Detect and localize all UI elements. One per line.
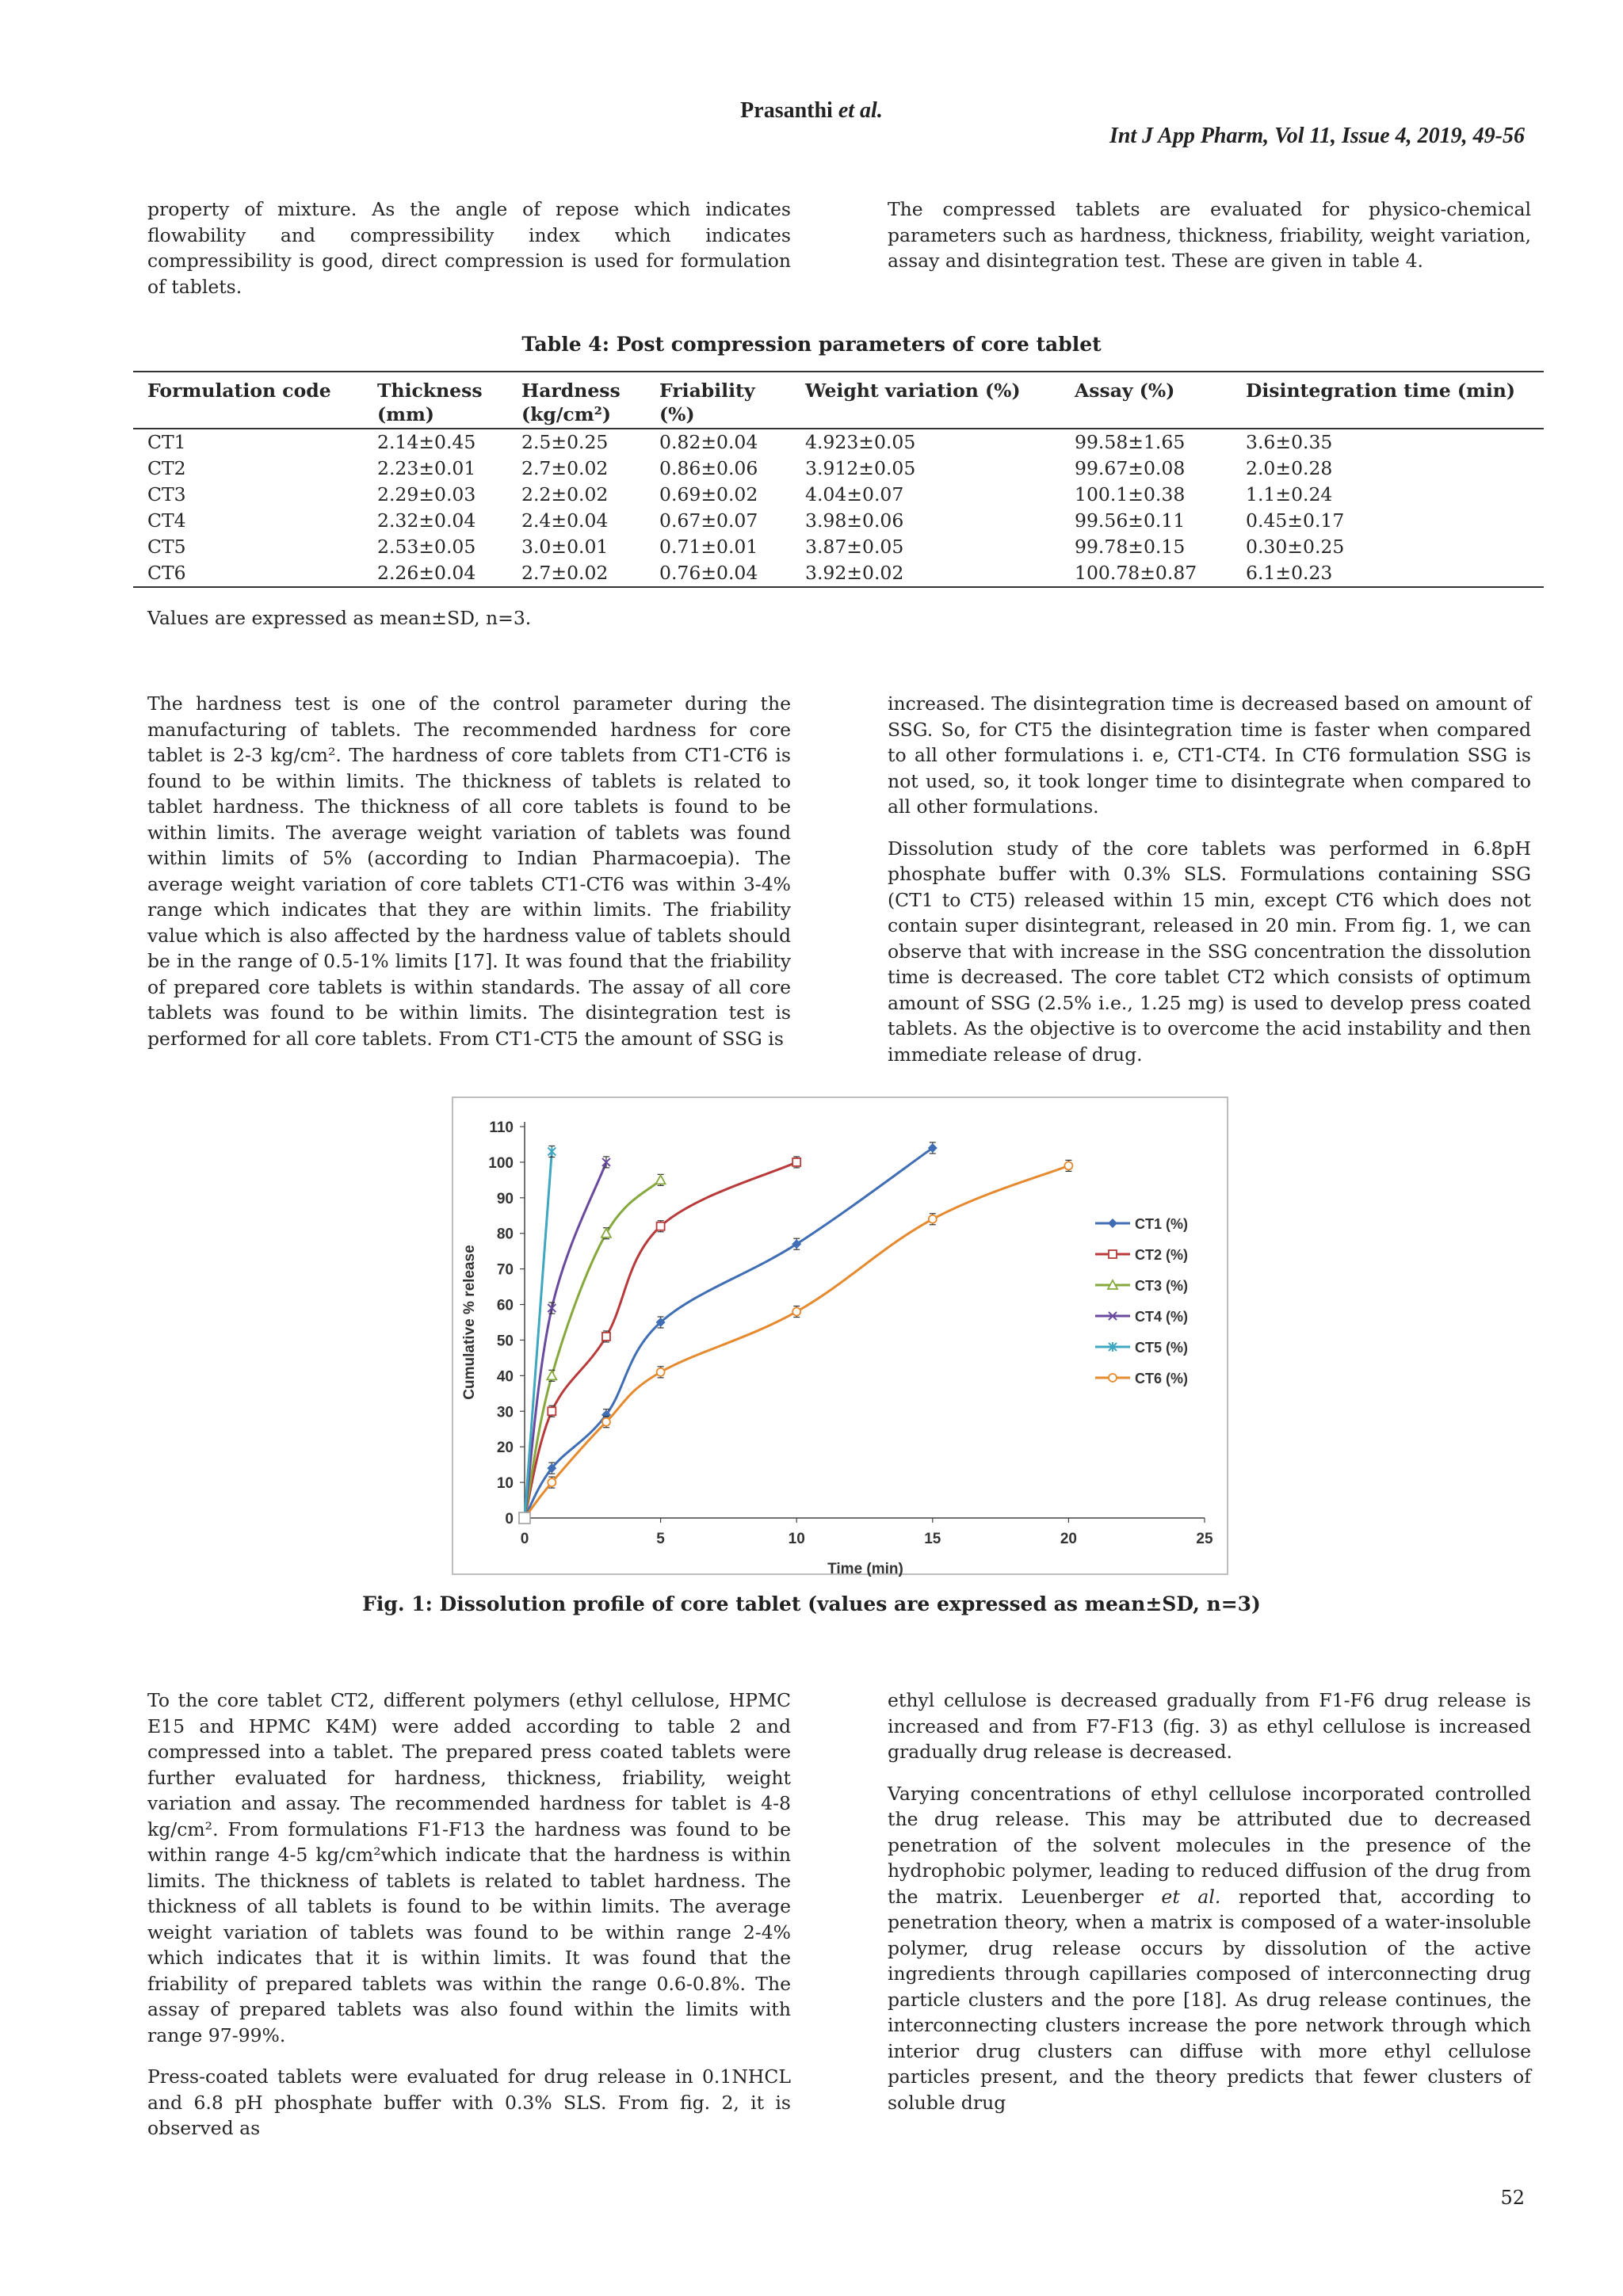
- legend-label: CT3 (%): [1135, 1278, 1188, 1294]
- bottom-right-paragraph-2: Varying concentrations of ethyl cellulose incorporated controlled the drug release. This may be attributed due to decreased penetration of the solvent molecules in the presence of the hydrophobic polymer, leading to reduced diffusion of the drug from the matrix. Leuenberger et al. reported that, according to penetration theory, when a matrix is composed of a water-insoluble polymer, drug release occurs by dissolution of the active ingredients through capillaries composed of interconnecting drug particle clusters and the pore [18]. As drug release continues, the interconnecting clusters increase the pore network through which interior drug clusters can diffuse with more ethyl cellulose particles present, and the theory predicts that fewer clusters of soluble drug: [888, 1782, 1532, 2114]
- x-tick-label: 15: [924, 1531, 941, 1547]
- bottom-right-paragraph-1: ethyl cellulose is decreased gradually from F1-F6 drug release is increased and from F7-F13 (fig. 3) as ethyl cellulose is increased gradually drug release is decreased.: [888, 1689, 1531, 1763]
- table-row: [133, 482, 1544, 508]
- table-row: [133, 560, 1544, 587]
- x-tick-label: 5: [656, 1531, 665, 1547]
- data-point: [548, 1146, 556, 1156]
- top-right-paragraph: The compressed tablets are evaluated for physico-chemical parameters such as hardness, thickness, friability, weight variation, assay and disintegration test. These are given in table 4.: [888, 198, 1531, 272]
- data-point: [548, 1407, 556, 1415]
- middle-right-paragraph-1: increased. The disintegration time is decreased based on amount of SSG. So, for CT5 the disintegration time is faster when compared to all other formulations i. e, CT1-CT4. In CT6 formulation SSG is not used, so, it took longer time to disintegrate when compared to all other formulations.: [888, 692, 1531, 818]
- table-cell: 2.2±0.02: [521, 483, 609, 505]
- data-point: [1109, 1250, 1117, 1258]
- top-left-paragraph: property of mixture. As the angle of repose which indicates flowability and compressibility index which indicates compressibility is good, direct compression is used for formulation of tablets.: [147, 198, 791, 298]
- y-tick-label: 80: [496, 1226, 514, 1243]
- table-cell: 2.0±0.28: [1246, 457, 1333, 479]
- data-point: [1108, 1219, 1117, 1228]
- table-cell: 0.45±0.17: [1246, 509, 1345, 532]
- post-compression-table: [133, 371, 1544, 588]
- x-axis-label: Time (min): [827, 1561, 903, 1577]
- header-author: Prasanthi et al.: [740, 98, 883, 123]
- data-point: [548, 1478, 556, 1486]
- middle-left-column: [147, 691, 791, 1067]
- table-header-row: [133, 372, 1544, 429]
- table-header-cell: Weight variation (%): [791, 372, 1060, 429]
- formulation-code-cell: CT6: [133, 560, 363, 587]
- table-row: [133, 456, 1544, 482]
- table-row: [133, 534, 1544, 560]
- x-tick-label: 25: [1196, 1531, 1213, 1547]
- table-cell: 0.82±0.04: [659, 431, 758, 453]
- y-tick-label: 30: [496, 1404, 514, 1421]
- bottom-left-paragraph-1: To the core tablet CT2, different polymers (ethyl cellulose, HPMC E15 and HPMC K4M) were added according to table 2 and compressed into a tablet. The prepared press coated tablets were further evaluated for hardness, thickness, friability, weight variation and assay. The recommended hardness for tablet is 4-8 kg/cm². From formulations F1-F13 the hardness was found to be within range 4-5 kg/cm²which indicate that the hardness is within limits. The thickness of tablets is related to tablet hardness. The thickness of all tablets is found to be within limits. The average weight variation of tablets was found to be within range 2-4% which indicates that it is within limits. It was found that the friability of prepared tablets was within the range 0.6-0.8%. The assay of prepared tablets was also found within the limits with range 97-99%.: [147, 1689, 791, 2046]
- series-line: [525, 1162, 796, 1518]
- table-cell: 0.71±0.01: [659, 536, 758, 558]
- table-cell: 2.7±0.02: [521, 457, 609, 479]
- page-number: 52: [1500, 2187, 1525, 2209]
- table-cell: 2.53±0.05: [377, 536, 476, 558]
- table-cell: 2.32±0.04: [377, 509, 476, 532]
- table-cell: 99.78±0.15: [1075, 536, 1186, 558]
- table-header-cell: Thickness (mm): [363, 372, 507, 429]
- table-cell: 2.4±0.04: [521, 509, 609, 532]
- figure-1: [452, 1097, 1228, 1575]
- table-cell: 0.30±0.25: [1246, 536, 1345, 558]
- data-point: [602, 1333, 610, 1341]
- table-body: [133, 429, 1544, 587]
- table-cell: 4.04±0.07: [805, 483, 904, 505]
- table-cell: 99.56±0.11: [1075, 509, 1186, 532]
- dissolution-chart: [453, 1098, 1230, 1577]
- legend-label: CT2 (%): [1135, 1247, 1188, 1263]
- middle-left-paragraph: The hardness test is one of the control parameter during the manufacturing of tablets. The recommended hardness for core tablet is 2-3 kg/cm². The hardness of core tablets from CT1-CT6 is found to be within limits. The thickness of tablets is related to tablet hardness. The thickness of all core tablets is found to be within limits. The average weight variation of tablets was found within limits of 5% (according to Indian Pharmacoepia). The average weight variation of core tablets CT1-CT6 was within 3-4% range which indicates that they are within limits. The friability value which is also affected by the hardness value of tablets should be in the range of 0.5-1% limits [17]. It was found that the friability of prepared core tablets is within standards. The assay of all core tablets was found to be within limits. The disintegration test is performed for all core tablets. From CT1-CT5 the amount of SSG is: [147, 692, 791, 1050]
- table-header-cell: Assay (%): [1060, 372, 1232, 429]
- y-tick-label: 110: [489, 1119, 514, 1136]
- table-cell: 3.92±0.02: [791, 560, 1060, 587]
- table-header-cell: Disintegration time (min): [1232, 372, 1544, 429]
- table-cell: 100.1±0.38: [1075, 483, 1186, 505]
- bottom-left-column: [147, 1688, 791, 2157]
- data-point: [792, 1308, 800, 1316]
- origin-marker: [519, 1512, 530, 1524]
- formulation-code-cell: CT5: [147, 536, 186, 558]
- legend-label: CT1 (%): [1135, 1216, 1188, 1232]
- table-cell: 2.5±0.25: [521, 431, 609, 453]
- table-header-cell: Formulation code: [133, 372, 363, 429]
- table-cell: 1.1±0.24: [1246, 483, 1333, 505]
- table-cell: 2.7±0.02: [507, 560, 645, 587]
- y-tick-label: 60: [496, 1297, 514, 1314]
- middle-right-column: [888, 691, 1531, 1083]
- data-point: [657, 1222, 665, 1230]
- y-axis-label: Cumulative % release: [461, 1245, 478, 1400]
- formulation-code-cell: CT4: [147, 509, 186, 532]
- formulation-code-cell: CT3: [147, 483, 186, 505]
- table-cell: 99.58±1.65: [1075, 431, 1186, 453]
- x-tick-label: 0: [520, 1531, 529, 1547]
- data-point: [1109, 1374, 1117, 1382]
- table-cell: 0.86±0.06: [659, 457, 758, 479]
- y-tick-label: 0: [505, 1511, 514, 1527]
- table-row: [133, 508, 1544, 534]
- y-tick-label: 10: [496, 1475, 514, 1493]
- top-right-column: [888, 196, 1531, 290]
- table-cell: 0.76±0.04: [645, 560, 791, 587]
- header-journal: Int J App Pharm, Vol 11, Issue 4, 2019, 49-56: [1109, 124, 1525, 148]
- table-cell: 3.98±0.06: [805, 509, 904, 532]
- table-cell: 4.923±0.05: [805, 431, 916, 453]
- table-cell: 2.26±0.04: [363, 560, 507, 587]
- data-point: [602, 1418, 610, 1426]
- table-header-cell: Friability (%): [645, 372, 791, 429]
- table-row: [133, 429, 1544, 456]
- legend-label: CT6 (%): [1135, 1371, 1188, 1386]
- legend-label: CT4 (%): [1135, 1309, 1188, 1325]
- y-tick-label: 70: [496, 1261, 514, 1279]
- series-line: [525, 1148, 933, 1518]
- data-point: [1064, 1161, 1072, 1169]
- table-cell: 3.87±0.05: [805, 536, 904, 558]
- table-cell: 2.29±0.03: [377, 483, 476, 505]
- y-tick-label: 50: [496, 1333, 514, 1350]
- table-cell: 0.69±0.02: [659, 483, 758, 505]
- table-cell: 3.6±0.35: [1246, 431, 1333, 453]
- figure-caption: Fig. 1: Dissolution profile of core tablet (values are expressed as mean±SD, n=3): [362, 1592, 1261, 1615]
- y-tick-label: 40: [496, 1368, 514, 1386]
- y-tick-label: 100: [488, 1154, 514, 1172]
- table-cell: 3.0±0.01: [521, 536, 609, 558]
- data-point: [929, 1215, 937, 1223]
- middle-right-paragraph-2: Dissolution study of the core tablets was performed in 6.8pH phosphate buffer with 0.3% SLS. Formulations containing SSG (CT1 to CT5) released within 15 min, except CT6 which does not contain super disintegrant, released in 20 min. From fig. 1, we can observe that with increase in the SSG concentration the dissolution time is decreased. The core tablet CT2 which consists of optimum amount of SSG (2.5% i.e., 1.25 mg) is used to develop press coated tablets. As the objective is to overcome the acid instability and then immediate release of drug.: [888, 837, 1531, 1066]
- table-cell: 0.67±0.07: [659, 509, 758, 532]
- table-cell: 2.14±0.45: [377, 431, 476, 453]
- table-caption: Table 4: Post compression parameters of core tablet: [521, 333, 1102, 356]
- series-line: [525, 1151, 552, 1518]
- table-cell: 100.78±0.87: [1060, 560, 1232, 587]
- data-point: [657, 1368, 665, 1376]
- table-cell: 99.67±0.08: [1075, 457, 1186, 479]
- bottom-left-paragraph-2: Press-coated tablets were evaluated for drug release in 0.1NHCL and 6.8 pH phosphate buffer with 0.3% SLS. From fig. 2, it is observed as: [147, 2065, 791, 2139]
- table-header-cell: Hardness (kg/cm²): [507, 372, 645, 429]
- formulation-code-cell: CT1: [147, 431, 186, 453]
- table-cell: 6.1±0.23: [1232, 560, 1544, 587]
- table-cell: 2.23±0.01: [377, 457, 476, 479]
- top-left-column: [147, 196, 791, 315]
- data-point: [792, 1158, 800, 1166]
- legend-label: CT5 (%): [1135, 1340, 1188, 1356]
- y-tick-label: 90: [496, 1190, 514, 1207]
- table-note: Values are expressed as mean±SD, n=3.: [147, 607, 532, 629]
- y-tick-label: 20: [496, 1440, 514, 1457]
- x-tick-label: 20: [1060, 1531, 1077, 1547]
- data-point: [656, 1175, 666, 1184]
- table-cell: 3.912±0.05: [805, 457, 916, 479]
- x-tick-label: 10: [788, 1531, 805, 1547]
- formulation-code-cell: CT2: [147, 457, 186, 479]
- bottom-right-column: [888, 1688, 1531, 2131]
- data-point: [547, 1371, 556, 1379]
